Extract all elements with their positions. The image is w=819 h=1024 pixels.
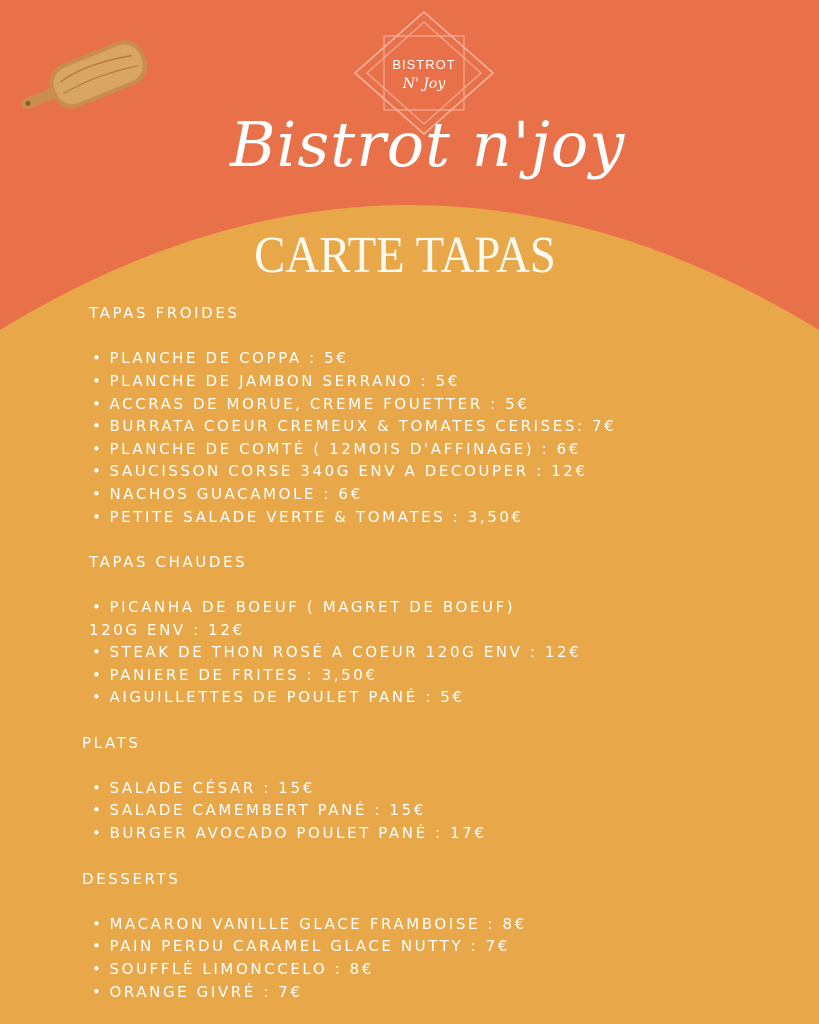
section-title-plats: PLATS (82, 734, 141, 752)
logo-text-bistrot: BISTROT (392, 57, 456, 72)
menu-item: • BURGER AVOCADO POULET PANÉ : 17€ (92, 824, 487, 842)
menu-item: • PLANCHE DE JAMBON SERRANO : 5€ (92, 372, 460, 390)
section-title-tapas-chaudes: TAPAS CHAUDES (89, 553, 248, 571)
menu-item: • MACARON VANILLE GLACE FRAMBOISE : 8€ (92, 915, 527, 933)
page-title: CARTE TAPAS (254, 227, 556, 284)
menu-item: • PAIN PERDU CARAMEL GLACE NUTTY : 7€ (92, 937, 510, 955)
menu-item: • PLANCHE DE COPPA : 5€ (92, 349, 349, 367)
menu-item: • PICANHA DE BOEUF ( MAGRET DE BOEUF) (92, 598, 516, 616)
menu-item: • SALADE CÉSAR : 15€ (92, 779, 315, 797)
section-title-desserts: DESSERTS (82, 870, 181, 888)
menu-item: • ORANGE GIVRÉ : 7€ (92, 983, 303, 1001)
menu-item: • AIGUILLETTES DE POULET PANÉ : 5€ (92, 688, 465, 706)
brand-script-title: Bistrot n'joy (230, 108, 626, 181)
menu-item: • ACCRAS DE MORUE, CREME FOUETTER : 5€ (92, 395, 530, 413)
menu-item: • STEAK DE THON ROSÉ A COEUR 120G ENV : 12€ (92, 643, 582, 661)
menu-item-continuation: 120G ENV : 12€ (89, 621, 245, 639)
section-title-tapas-froides: TAPAS FROIDES (89, 304, 240, 322)
cutting-board-icon (10, 40, 155, 125)
menu-item: • SAUCISSON CORSE 340G ENV A DECOUPER : 12€ (92, 462, 588, 480)
menu-item: • PETITE SALADE VERTE & TOMATES : 3,50€ (92, 508, 524, 526)
menu-item: • PLANCHE DE COMTÉ ( 12MOIS D'AFFINAGE) : 6€ (92, 440, 581, 458)
menu-item: • SALADE CAMEMBERT PANÉ : 15€ (92, 801, 426, 819)
menu-item: • PANIERE DE FRITES : 3,50€ (92, 666, 378, 684)
menu-item: • SOUFFLÉ LIMONCCELO : 8€ (92, 960, 374, 978)
menu-item: • NACHOS GUACAMOLE : 6€ (92, 485, 363, 503)
logo-text-njoy: N' Joy (402, 76, 446, 92)
menu-item: • BURRATA COEUR CREMEUX & TOMATES CERISES: 7€ (92, 417, 617, 435)
